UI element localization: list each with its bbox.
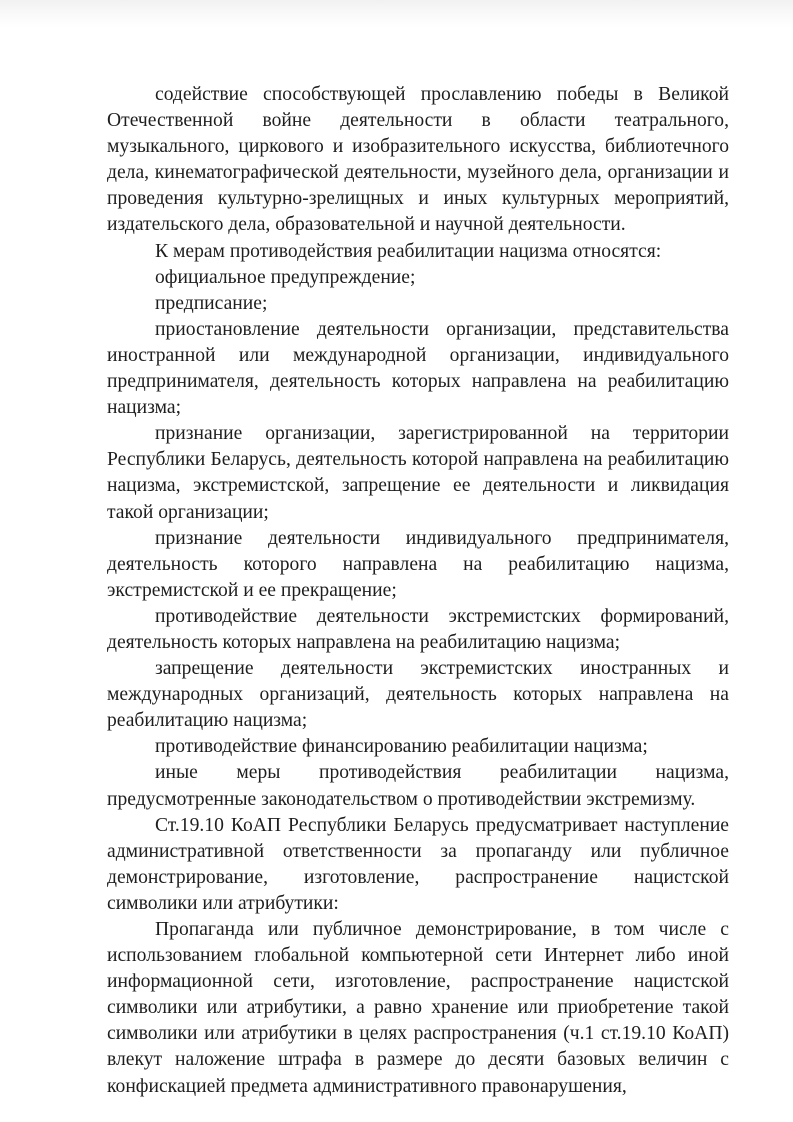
paragraph-official-warning: официальное предупреждение; bbox=[155, 266, 416, 288]
scan-top-edge bbox=[0, 0, 793, 28]
paragraph-prohibition-foreign: запрещение деятельности экстремистских иностранных и международных организаций, деятельность которых направлена на реабилитацию нацизма; bbox=[107, 658, 729, 732]
paragraph-suspension: приостановление деятельности организации, представительства иностранной или международной организации, индивидуального предпринимателя, деятельность которых направлена на реабилитацию нацизма; bbox=[107, 318, 729, 419]
paragraph-promotion-activities: содействие способствующей прославлению победы в Великой Отечественной войне деятельности в области театрального, музыкального, циркового и изобразительного искусства, библиотечного дела, кинематографической деятельности, музейного дела, организации и проведения культурно-зрелищных и иных культурных мероприятий, издательского дела, образовательной и научной деятельности. bbox=[107, 84, 729, 236]
document-page bbox=[107, 82, 729, 1100]
paragraph-propaganda-penalty: Пропаганда или публичное демонстрирование, в том числе с использованием глобальной компьютерной сети Интернет либо иной информационной сети, изготовление, распространение нацистской символики или атрибутики, а равно хранение или приобретение такой символики или атрибутики в целях распространения (ч.1 ст.19.10 КоАП) влекут наложение штрафа в размере до десяти базовых величин с конфискацией предмета административного правонарушения, bbox=[107, 919, 729, 1097]
paragraph-measures-intro: К мерам противодействия реабилитации нацизма относятся: bbox=[155, 240, 662, 262]
paragraph-article-19-10: Ст.19.10 КоАП Республики Беларусь предусматривает наступление административной ответственности за пропаганду или публичное демонстрирование, изготовление, распространение нацистской символики или атрибутики: bbox=[107, 814, 729, 914]
paragraph-entrepreneur-extremist: признание деятельности индивидуального предпринимателя, деятельность которого направлена на реабилитацию нацизма, экстремистской и ее прекращение; bbox=[107, 527, 729, 601]
paragraph-counter-financing: противодействие финансированию реабилитации нацизма; bbox=[155, 736, 648, 758]
paragraph-prescription: предписание; bbox=[155, 292, 268, 314]
paragraph-organization-extremist: признание организации, зарегистрированной на территории Республики Беларусь, деятельность которой направлена на реабилитацию нацизма, экстремистской, запрещение ее деятельности и ликвидация такой организации; bbox=[107, 423, 729, 523]
paragraph-counter-formations: противодействие деятельности экстремистских формирований, деятельность которых направлена на реабилитацию нацизма; bbox=[107, 605, 729, 653]
paragraph-other-measures: иные меры противодействия реабилитации нацизма, предусмотренные законодательством о противодействии экстремизму. bbox=[107, 762, 729, 810]
